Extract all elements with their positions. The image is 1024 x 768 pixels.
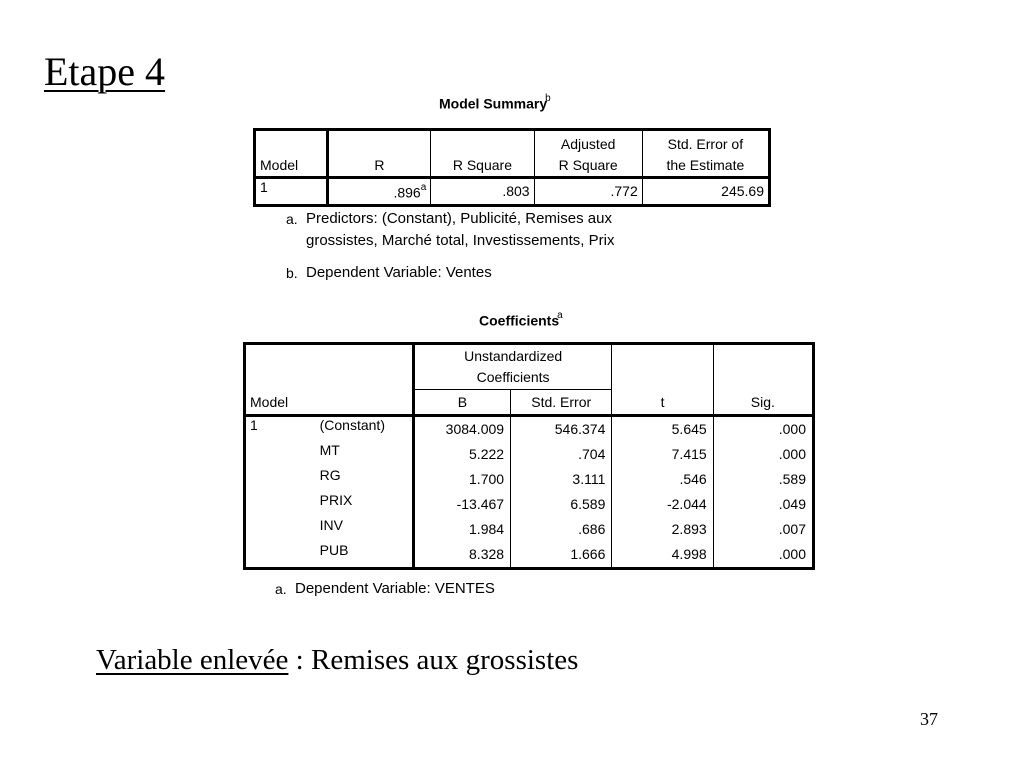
footnote-a-text [306,208,614,252]
removed-variable-label: Variable enlevée [96,644,289,676]
model-summary-footnote-a [286,208,614,252]
cell-b: 1.984 [413,517,510,542]
model-summary-footnote-b [286,262,492,284]
cell-sig: .007 [713,517,813,542]
cell-sig: .000 [713,542,813,569]
model-summary-title-text: Model Summary [439,95,548,112]
coefficients-row [245,517,814,542]
header-std-error-line1: Std. Error of [667,136,744,152]
header-std-error-line2: the Estimate [666,157,745,173]
coefficients-row [245,467,814,492]
model-summary-header-row [255,130,770,178]
header-model: Model [245,344,414,416]
cell-model-number-empty [245,442,316,467]
coefficients-title [479,310,563,329]
cell-std-error: 1.666 [511,542,612,569]
header-b: B [413,390,510,416]
cell-model-number-empty [245,492,316,517]
cell-t: 4.998 [612,542,713,569]
cell-r-square: .803 [431,178,534,206]
cell-adjusted-r-square: .772 [534,178,642,206]
cell-std-error: 245.69 [642,178,769,206]
cell-std-error: .704 [511,442,612,467]
cell-model-number-empty [245,517,316,542]
cell-variable-name: RG [319,467,341,483]
header-r: R [327,130,431,178]
removed-variable-line [96,643,578,678]
cell-model-number-empty [245,467,316,492]
coefficients-row [245,442,814,467]
cell-b: 5.222 [413,442,510,467]
cell-variable-name: INV [319,517,343,533]
cell-variable-name: PUB [319,542,349,558]
cell-r-value: .896 [393,184,421,201]
cell-std-error: 6.589 [511,492,612,517]
coefficients-footnote-a [275,578,495,600]
model-summary-title-note: b [545,93,551,104]
cell-sig: .000 [713,442,813,467]
cell-std-error: 546.374 [511,416,612,443]
footnote-a-line1: Predictors: (Constant), Publicité, Remises aux [306,210,612,227]
header-r-square: R Square [431,130,534,178]
cell-sig: .589 [713,467,813,492]
header-std-error: Std. Error [511,390,612,416]
cell-r-note: a [420,182,427,193]
model-summary-title [439,93,551,112]
coefficients-group-header-row [245,344,814,390]
header-model: Model [255,130,328,178]
coefficients-table [243,342,815,570]
coefficients-title-note: a [557,310,563,321]
cell-r [327,178,431,206]
header-adjusted-line1: Adjusted [560,136,616,152]
coef-footnote-mark: a. [275,581,287,597]
footnote-b-mark: b. [286,265,298,281]
model-summary-row [255,178,770,206]
cell-b: 8.328 [413,542,510,569]
header-unstandardized-line1: Unstandardized [464,348,563,364]
model-summary-table [253,128,771,207]
cell-model-number: 1 [250,417,258,433]
coefficients-row [245,492,814,517]
cell-variable-name: PRIX [319,492,353,508]
cell-t: 7.415 [612,442,713,467]
header-sig: Sig. [713,344,813,416]
removed-variable-separator: : [288,644,311,676]
cell-sig: .049 [713,492,813,517]
header-unstandardized-line2: Coefficients [476,369,550,385]
cell-t: -2.044 [612,492,713,517]
coef-footnote-text: Dependent Variable: VENTES [295,580,495,597]
cell-model: 1 [260,179,268,195]
removed-variable-value: Remises aux grossistes [310,644,579,676]
footnote-b-text: Dependent Variable: Ventes [306,264,492,281]
cell-model-number-empty [245,542,316,569]
page-number: 37 [920,709,938,729]
footnote-a-mark: a. [286,211,298,227]
cell-sig: .000 [713,416,813,443]
header-adjusted-line2: R Square [558,157,618,173]
footnote-a-line2: grossistes, Marché total, Investissements, Prix [306,232,615,249]
coefficients-row [245,416,814,443]
cell-std-error: .686 [511,517,612,542]
header-adjusted-r-square [534,130,642,178]
coefficients-row [245,542,814,569]
cell-t: .546 [612,467,713,492]
header-unstandardized [413,344,612,390]
cell-t: 2.893 [612,517,713,542]
cell-b: -13.467 [413,492,510,517]
slide-title: Etape 4 [44,49,166,94]
cell-t: 5.645 [612,416,713,443]
coefficients-title-text: Coefficients [479,312,560,329]
header-t: t [612,344,713,416]
cell-std-error: 3.111 [511,467,612,492]
header-std-error [642,130,769,178]
cell-variable-name: (Constant) [319,417,385,433]
cell-b: 3084.009 [413,416,510,443]
cell-b: 1.700 [413,467,510,492]
cell-variable-name: MT [319,442,340,458]
